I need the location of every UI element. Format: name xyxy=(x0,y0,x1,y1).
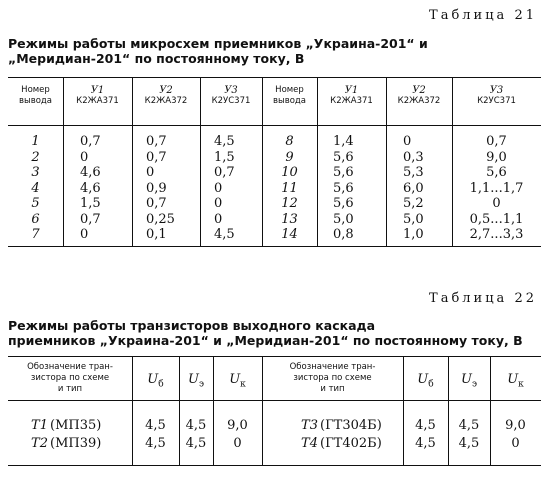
ub-header xyxy=(403,372,448,390)
pin-number-cell: 12 xyxy=(281,196,298,211)
voltage-cell: 5,6 xyxy=(333,165,354,180)
voltage-cell: 0 xyxy=(214,211,223,227)
emitter-voltage-cell: 4,5 xyxy=(185,436,207,451)
ub-header-sub: б xyxy=(428,379,434,390)
transistor-type: (МП35) xyxy=(50,418,102,433)
voltage-cell: 0 xyxy=(80,149,89,165)
voltage-cell: 9,0 xyxy=(486,149,507,165)
voltage-cell: 5,3 xyxy=(403,165,424,180)
designation-header xyxy=(8,362,132,395)
u1-header-type: К2ЖА371 xyxy=(76,96,119,106)
voltage-cell: 0 xyxy=(403,134,412,149)
base-voltage-cell: 4,5 xyxy=(415,418,436,433)
voltage-cell: 0,7 xyxy=(146,149,167,165)
voltage-cell: 0,7 xyxy=(80,134,101,149)
designation-header-line-2: зистора по схеме xyxy=(30,373,110,383)
voltage-cell: 5,0 xyxy=(333,211,354,227)
voltage-cell: 0 xyxy=(492,196,501,211)
designation-header-line-1: Обозначение тран- xyxy=(289,362,376,372)
pin-number-cell: 7 xyxy=(31,227,40,242)
voltage-cell: 0,7 xyxy=(146,134,167,149)
voltage-cell: 0,3 xyxy=(403,149,424,165)
voltage-cell: 0 xyxy=(146,165,155,180)
u2-header xyxy=(132,85,200,107)
ub-header-sub: б xyxy=(158,379,164,390)
ue-header xyxy=(448,372,490,390)
u2-header-type: К2ЖА372 xyxy=(397,96,441,106)
emitter-voltage-cell: 4,5 xyxy=(458,418,480,433)
voltage-cell: 0 xyxy=(214,180,223,196)
u2-header xyxy=(386,85,452,107)
table-22-top-rule xyxy=(8,356,541,357)
designation-header xyxy=(262,362,403,395)
designation-header-line-2: зистора по схеме xyxy=(293,373,372,383)
pin-number-cell: 9 xyxy=(285,149,294,165)
pin-number-cell: 11 xyxy=(281,180,298,196)
voltage-cell: 5,6 xyxy=(333,149,354,165)
voltage-cell: 1,4 xyxy=(333,134,354,149)
table-22-bottom-rule xyxy=(8,465,541,466)
u2-header-label: У2 xyxy=(159,85,173,96)
table-21-title-line-2: „Меридиан-201“ по постоянному току, В xyxy=(8,51,305,66)
u1-header xyxy=(317,85,386,107)
voltage-cell: 4,6 xyxy=(80,165,101,180)
designation-header-line-1: Обозначение тран- xyxy=(27,362,113,372)
voltage-cell: 0,25 xyxy=(146,211,175,227)
table-22-caption: Таблица 22 xyxy=(429,291,537,306)
pin-number-cell: 13 xyxy=(281,211,298,227)
voltage-cell: 0,1 xyxy=(146,227,167,242)
voltage-cell: 1,0 xyxy=(403,227,424,242)
voltage-cell: 0 xyxy=(214,196,223,211)
voltage-cell: 0,9 xyxy=(146,180,167,196)
pin-number-cell: 1 xyxy=(31,134,40,149)
transistor-type: (ГТ304Б) xyxy=(320,418,382,433)
voltage-cell: 4,5 xyxy=(214,134,235,149)
table-21-top-rule xyxy=(8,77,541,78)
base-voltage-cell: 4,5 xyxy=(415,436,436,451)
collector-voltage-cell: 9,0 xyxy=(505,418,526,433)
u1-header-label: У1 xyxy=(90,85,105,96)
pin-header-line-1: Номер xyxy=(21,85,50,95)
table-22-header-rule xyxy=(8,400,541,401)
transistor-designation: Т4 xyxy=(301,436,318,451)
table-21-header-rule xyxy=(8,125,541,126)
uk-header-sub: к xyxy=(518,379,524,390)
voltage-cell: 6,0 xyxy=(403,180,424,196)
pin-header-line-2: вывода xyxy=(18,96,53,106)
voltage-cell: 1,1...1,7 xyxy=(469,180,524,196)
collector-voltage-cell: 0 xyxy=(511,436,520,451)
pin-number-header xyxy=(8,85,63,107)
voltage-cell: 4,6 xyxy=(80,180,101,196)
ue-header-letter: U xyxy=(187,372,199,387)
pin-number-cell: 2 xyxy=(31,149,40,165)
pin-number-cell: 5 xyxy=(31,196,40,211)
pin-number-cell: 3 xyxy=(31,165,40,180)
transistor-designation: Т2 xyxy=(31,436,48,451)
pin-number-cell: 10 xyxy=(281,165,298,180)
transistor-type: (МП39) xyxy=(50,436,102,451)
u1-header-label: У1 xyxy=(344,85,359,96)
u2-header-type: К2ЖА372 xyxy=(144,96,188,106)
u3-header xyxy=(200,85,262,107)
voltage-cell: 1,5 xyxy=(214,149,235,165)
uk-header-letter: U xyxy=(229,372,241,387)
uk-header xyxy=(213,372,262,390)
pin-number-cell: 6 xyxy=(31,211,40,227)
voltage-cell: 2,7...3,3 xyxy=(469,227,524,242)
ub-header xyxy=(132,372,179,390)
u2-header-label: У2 xyxy=(412,85,426,96)
emitter-voltage-cell: 4,5 xyxy=(185,418,207,433)
transistor-designation: Т3 xyxy=(301,418,318,433)
voltage-cell: 0,5...1,1 xyxy=(469,211,524,227)
ub-header-letter: U xyxy=(147,372,159,387)
ue-header-sub: э xyxy=(198,379,204,390)
uk-header-letter: U xyxy=(507,372,519,387)
voltage-cell: 0,7 xyxy=(146,196,167,211)
designation-header-line-3: и тип xyxy=(320,384,345,394)
collector-voltage-cell: 9,0 xyxy=(227,418,248,433)
transistor-designation: Т1 xyxy=(31,418,48,433)
table-21-title-line-1: Режимы работы микросхем приемников „Украина-201“ и xyxy=(8,36,428,51)
voltage-cell: 4,5 xyxy=(214,227,235,242)
u3-header-label: У3 xyxy=(489,85,504,96)
pin-header-line-1: Номер xyxy=(275,85,304,95)
emitter-voltage-cell: 4,5 xyxy=(458,436,480,451)
uk-header xyxy=(490,372,541,390)
designation-header-line-3: и тип xyxy=(57,384,83,394)
voltage-cell: 1,5 xyxy=(80,196,101,211)
voltage-cell: 5,2 xyxy=(403,196,424,211)
pin-number-cell: 14 xyxy=(281,227,298,242)
pin-number-header xyxy=(262,85,317,107)
ue-header-letter: U xyxy=(460,372,472,387)
table-22-title-line-2: приемников „Украина-201“ и „Меридиан-201“ по постоянному току, В xyxy=(8,333,523,348)
voltage-cell: 0,7 xyxy=(486,134,507,149)
ue-header xyxy=(179,372,213,390)
transistor-type: (ГТ402Б) xyxy=(320,436,382,451)
u3-header-type: К2УС371 xyxy=(211,96,251,106)
voltage-cell: 0,7 xyxy=(80,211,101,227)
collector-voltage-cell: 0 xyxy=(233,436,242,451)
u1-header-type: К2ЖА371 xyxy=(330,96,373,106)
table-22-title-line-1: Режимы работы транзисторов выходного каскада xyxy=(8,318,376,333)
uk-header-sub: к xyxy=(240,379,246,390)
ue-header-sub: э xyxy=(471,379,477,390)
pin-number-cell: 8 xyxy=(285,134,294,149)
voltage-cell: 5,6 xyxy=(333,196,354,211)
table-21-caption: Таблица 21 xyxy=(429,8,537,23)
u3-header xyxy=(452,85,541,107)
u3-header-type: К2УС371 xyxy=(477,96,516,106)
base-voltage-cell: 4,5 xyxy=(145,436,166,451)
table-21-bottom-rule xyxy=(8,246,541,247)
voltage-cell: 5,6 xyxy=(486,165,507,180)
voltage-cell: 0,7 xyxy=(214,165,235,180)
pin-header-line-2: вывода xyxy=(272,96,307,106)
voltage-cell: 0,8 xyxy=(333,227,354,242)
pin-number-cell: 4 xyxy=(31,180,40,196)
u3-header-label: У3 xyxy=(224,85,238,96)
u1-header xyxy=(63,85,132,107)
voltage-cell: 5,6 xyxy=(333,180,354,196)
voltage-cell: 5,0 xyxy=(403,211,424,227)
base-voltage-cell: 4,5 xyxy=(145,418,166,433)
voltage-cell: 0 xyxy=(80,227,89,242)
ub-header-letter: U xyxy=(417,372,429,387)
